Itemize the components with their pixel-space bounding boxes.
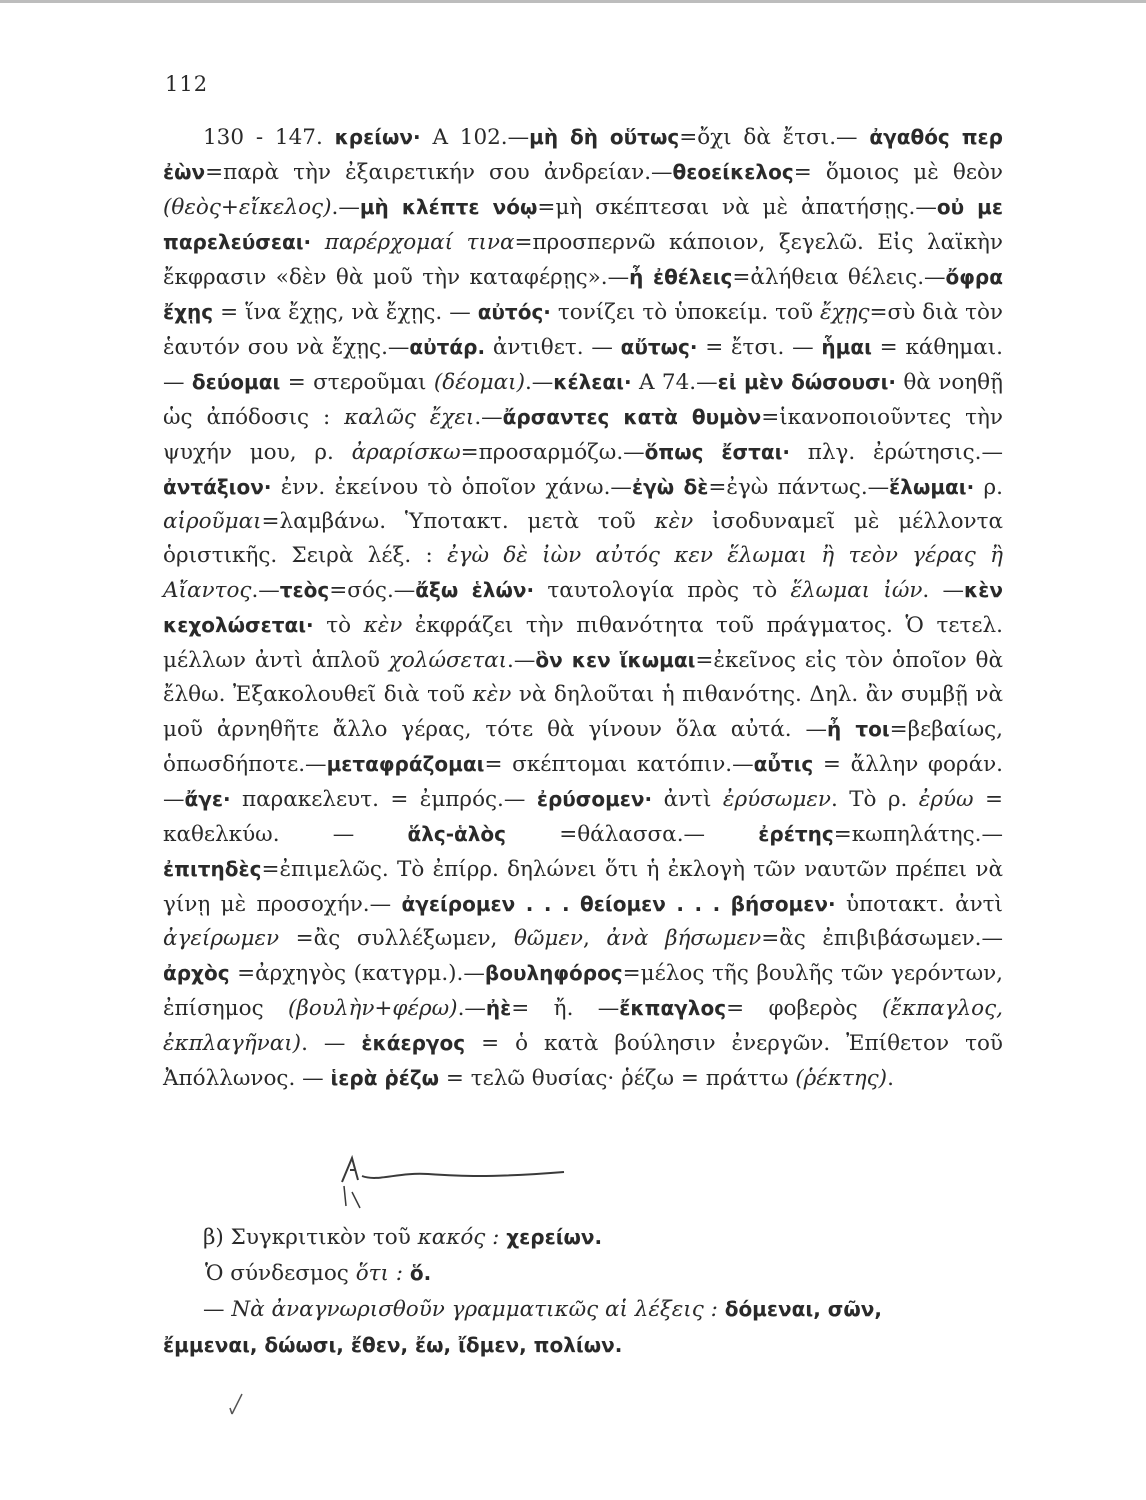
- italic-text: (ἔκπαγλος, ἐκπλαγῆναι): [163, 996, 1004, 1056]
- bold-term: θεοείκελος: [672, 160, 794, 184]
- italic-text: καλῶς ἔχει: [344, 405, 475, 430]
- text-run: Α 102.—: [420, 125, 530, 150]
- italic-text: ἔχῃς: [820, 300, 870, 325]
- bold-term: ἠὲ: [485, 996, 512, 1020]
- text-run: Α 74.—: [631, 370, 718, 395]
- text-run: =ἐκεῖνος εἰς τὸν ὁποῖον θὰ ἔλθω. Ἐξακολουθεῖ διὰ τοῦ: [163, 648, 1003, 707]
- text-run: =ἀλήθεια θέλεις.—: [732, 265, 946, 290]
- bold-term: μὴ δὴ οὕτως: [529, 125, 680, 149]
- bold-term: ἧμαι: [821, 335, 872, 359]
- text-run: ,: [583, 926, 607, 951]
- italic-text: κὲν: [472, 682, 512, 707]
- bold-term: κὲν κεχολώσεται·: [163, 578, 1004, 637]
- text-run: .—: [524, 370, 554, 395]
- bold-term: αὐτάρ.: [409, 335, 486, 359]
- bold-term: ἐρέτης: [758, 822, 834, 846]
- bold-term: μεταφράζομαι: [326, 752, 485, 776]
- bold-term: κρείων·: [334, 125, 421, 149]
- bold-term: κέλεαι·: [553, 370, 632, 394]
- text-run: Ὁ σύνδεσμος: [205, 1261, 356, 1286]
- text-run: .—: [507, 648, 536, 673]
- text-run: = κάθημαι. —: [163, 335, 1003, 395]
- commentary-body: [163, 120, 1003, 1096]
- text-run: =βεβαίως, ὁπωσδήποτε.—: [163, 717, 1003, 777]
- bold-term: ὄφρα ἔχῃς: [163, 265, 1003, 324]
- text-run: =ἐγὼ πάντως.—: [708, 475, 890, 500]
- bold-term: βουληφόρος: [484, 961, 623, 985]
- italic-text: Νὰ ἀναγνωρισθοῦν γραμματικῶς αἱ λέξεις :: [231, 1297, 718, 1322]
- bold-term: ἄγε·: [184, 787, 231, 811]
- text-run: —: [203, 1297, 232, 1322]
- text-run: =ἱκανοποιοῦντες τὴν ψυχήν μου, ρ.: [163, 405, 1004, 465]
- text-run: =μέλος τῆς βουλῆς τῶν γερόντων, ἐπίσημος: [163, 961, 1004, 1021]
- text-run: .—: [474, 405, 503, 430]
- text-run: .—: [457, 996, 486, 1021]
- italic-text: κὲν: [654, 509, 694, 534]
- text-run: =κωπηλάτης.—: [833, 822, 1003, 847]
- bold-term: ἱερὰ ῥέζω: [330, 1066, 440, 1090]
- italic-text: ἐρύσωμεν: [722, 787, 831, 812]
- bold-term: μὴ κλέπτε νόῳ: [359, 195, 538, 219]
- text-run: = ὁ κατὰ βούλησιν ἐνεργῶν. Ἐπίθετον τοῦ Ἀπόλλωνος. —: [163, 1031, 1003, 1091]
- bold-term: ἀντάξιον·: [163, 475, 272, 499]
- handwritten-signature: [338, 1152, 568, 1212]
- text-run: =παρὰ τὴν ἐξαιρετικήν σου ἀνδρείαν.—: [205, 160, 673, 185]
- text-run: =σὺ διὰ τὸν ἑαυτόν σου νὰ ἔχῃς.—: [163, 300, 1003, 360]
- text-run: =θάλασσα.—: [506, 822, 759, 847]
- bold-term: ἀγείρομεν . . . θείομεν . . . βήσομεν·: [401, 892, 836, 916]
- text-run: =ἀρχηγὸς (κατγρμ.).—: [229, 961, 485, 986]
- text-run: = στεροῦμαι: [280, 370, 434, 395]
- top-rule: [0, 0, 1146, 3]
- text-run: τονίζει τὸ ὑποκείμ. τοῦ: [550, 300, 820, 325]
- text-run: =σός.—: [329, 578, 416, 603]
- italic-text: (δέομαι): [433, 370, 525, 395]
- bold-term: ἀρχὸς: [163, 961, 230, 985]
- italic-text: ὅτι :: [355, 1261, 404, 1286]
- bold-term: χερείων.: [506, 1225, 603, 1249]
- text-run: = καθελκύω. —: [163, 787, 1003, 847]
- italic-text: ἀραρίσκω: [351, 440, 461, 465]
- text-run: =λαμβάνω. Ὑποτακτ. μετὰ τοῦ: [261, 509, 655, 534]
- section-b-line-1: [163, 1220, 1003, 1255]
- text-run: [311, 230, 325, 255]
- text-run: ἀντὶ: [652, 787, 723, 812]
- text-run: τὸ: [313, 613, 364, 638]
- text-run: = φοβερὸς: [726, 996, 883, 1021]
- text-run: =προσαρμόζω.—: [460, 440, 645, 465]
- text-run: θὰ νοηθῇ ὡς ἀπόδοσις :: [163, 370, 1003, 430]
- text-run: = ἵνα ἔχῃς, νὰ ἔχῃς. —: [213, 300, 478, 325]
- italic-text: ἀνὰ βήσωμεν: [606, 926, 762, 951]
- text-run: =ἂς ἐπιβιβάσωμεν.—: [761, 926, 1004, 951]
- text-run: =ἂς συλλέξωμεν,: [279, 926, 514, 951]
- section-b-line-2: [163, 1256, 1003, 1291]
- text-run: =μὴ σκέπτεσαι νὰ μὲ ἀπατήσῃς.—: [537, 195, 937, 220]
- text-run: = ὅμοιος μὲ θεὸν: [793, 160, 1003, 185]
- text-run: ἰσοδυναμεῖ μὲ μέλλοντα ὁριστικῆς. Σειρὰ λέξ. :: [163, 509, 1003, 568]
- italic-text: χολώσεται: [388, 648, 508, 673]
- bold-term: αὐτός·: [477, 300, 551, 324]
- bold-term: δόμεναι, σῶν,: [724, 1297, 882, 1321]
- bold-term: οὐ με παρελεύσεαι·: [163, 195, 1003, 254]
- bold-term: ἐπιτηδὲς: [163, 857, 262, 881]
- text-run: =ὄχι δὰ ἔτσι.—: [679, 125, 870, 150]
- text-run: ἀντιθετ. —: [485, 335, 621, 360]
- text-run: =προσπερνῶ κάποιον, ξεγελῶ. Εἰς λαϊκὴν ἔκφρασιν «δὲν θὰ μοῦ τὴν καταφέρῃς».—: [163, 230, 1004, 290]
- bold-term: ἦ ἐθέλεις: [629, 265, 733, 289]
- text-run: =ἐπιμελῶς. Τὸ ἐπίρρ. δηλώνει ὅτι ἡ ἐκλογὴ τῶν ναυτῶν πρέπει νὰ γίνῃ μὲ προσοχήν.—: [163, 857, 1003, 917]
- text-run: ὑποτακτ. ἀντὶ: [835, 892, 1003, 917]
- italic-text: ἐρύω: [918, 787, 974, 812]
- page-number: 112: [165, 72, 209, 96]
- text-run: πλγ. ἐρώτησις.—: [789, 440, 1003, 465]
- text-run: .—: [331, 195, 360, 220]
- bold-term: ἔκπαγλος: [619, 996, 727, 1020]
- italic-text: κακός :: [417, 1225, 500, 1250]
- bold-term: ἀγαθός περ ἐὼν: [163, 125, 1003, 184]
- bold-term: τεὸς: [279, 578, 330, 602]
- italic-text: (βουλὴν+φέρω): [288, 996, 458, 1021]
- italic-text: (θεὸς+εἴκελος): [163, 195, 332, 220]
- pencil-tick-mark: [228, 1392, 248, 1416]
- italic-text: κὲν: [363, 613, 403, 638]
- italic-text: θῶμεν: [513, 926, 583, 951]
- bold-term: ἐγὼ δὲ: [631, 475, 709, 499]
- text-run: ἐνν. ἐκείνου τὸ ὁποῖον χάνω.—: [271, 475, 632, 500]
- text-run: ρ.: [974, 475, 1003, 500]
- bold-term: δεύομαι: [191, 370, 281, 394]
- commentary-paragraph: [163, 120, 1003, 1096]
- text-run: . —: [301, 1031, 362, 1056]
- italic-text: παρέρχομαί τινα: [324, 230, 515, 255]
- text-run: β) Συγκριτικὸν τοῦ: [203, 1225, 418, 1250]
- text-run: .—: [251, 578, 280, 603]
- bold-term: ὅ.: [409, 1261, 432, 1285]
- text-run: = ἄλλην φοράν.—: [163, 752, 1003, 812]
- bold-term: αὔτως·: [620, 335, 698, 359]
- italic-text: αἱροῦμαι: [163, 509, 262, 534]
- text-run: παρακελευτ. = ἐμπρός.—: [230, 787, 537, 812]
- text-run: νὰ δηλοῦται ἡ πιθανότης. Δηλ. ἂν συμβῇ νὰ μοῦ ἀρνηθῆτε ἄλλο γέρας, τότε θὰ γίνουν ὅλα αὐτά. —: [163, 682, 1003, 742]
- bold-term: ἐρύσομεν·: [536, 787, 653, 811]
- italic-text: ἀγείρωμεν: [163, 926, 280, 951]
- text-run: 130 - 147.: [203, 125, 335, 150]
- text-run: . —: [922, 578, 965, 603]
- italic-text: ἕλωμαι ἰών: [790, 578, 923, 603]
- bold-term: ὅπως ἔσται·: [644, 440, 790, 464]
- text-run: = τελῶ θυσίας· ῥέζω = πράττω: [439, 1066, 796, 1091]
- text-run: = ἔτσι. —: [697, 335, 822, 360]
- section-b-line-4: [163, 1328, 1003, 1363]
- bold-term: ἄξω ἑλών·: [415, 578, 535, 602]
- bold-term: ἑκάεργος: [361, 1031, 466, 1055]
- text-run: . Τὸ ρ.: [830, 787, 919, 812]
- text-run: = σκέπτομαι κατόπιν.—: [484, 752, 754, 777]
- text-run: .: [887, 1066, 894, 1091]
- text-run: = ἤ. —: [511, 996, 620, 1021]
- section-b-line-3: [163, 1292, 1003, 1327]
- bold-term: αὖτις: [753, 752, 814, 776]
- bold-term: ἔμμεναι, δώωσι, ἔθεν, ἔω, ἴδμεν, πολίων.: [163, 1333, 623, 1357]
- italic-text: (ῥέκτης): [795, 1066, 888, 1091]
- bold-term: ὃν κεν ἵκωμαι: [535, 648, 696, 672]
- italic-text: ἐγὼ δὲ ἰὼν αὐτός κεν ἕλωμαι ἢ τεὸν γέρας ἢ Αἴαντος: [163, 543, 1003, 603]
- text-run: ταυτολογία πρὸς τὸ: [534, 578, 791, 603]
- bold-term: ἅλς-ἁλὸς: [407, 822, 506, 846]
- bold-term: ἕλωμαι·: [889, 475, 975, 499]
- text-run: [718, 1297, 725, 1322]
- text-run: ἐκφράζει τὴν πιθανότητα τοῦ πράγματος. Ὁ τετελ. μέλλων ἀντὶ ἁπλοῦ: [163, 613, 1003, 673]
- bold-term: ἄρσαντες κατὰ θυμὸν: [502, 405, 762, 429]
- bold-term: ἦ τοι: [827, 717, 890, 741]
- bold-term: εἰ μὲν δώσουσι·: [717, 370, 896, 394]
- text-run: [403, 1261, 410, 1286]
- section-b: [163, 1220, 1003, 1364]
